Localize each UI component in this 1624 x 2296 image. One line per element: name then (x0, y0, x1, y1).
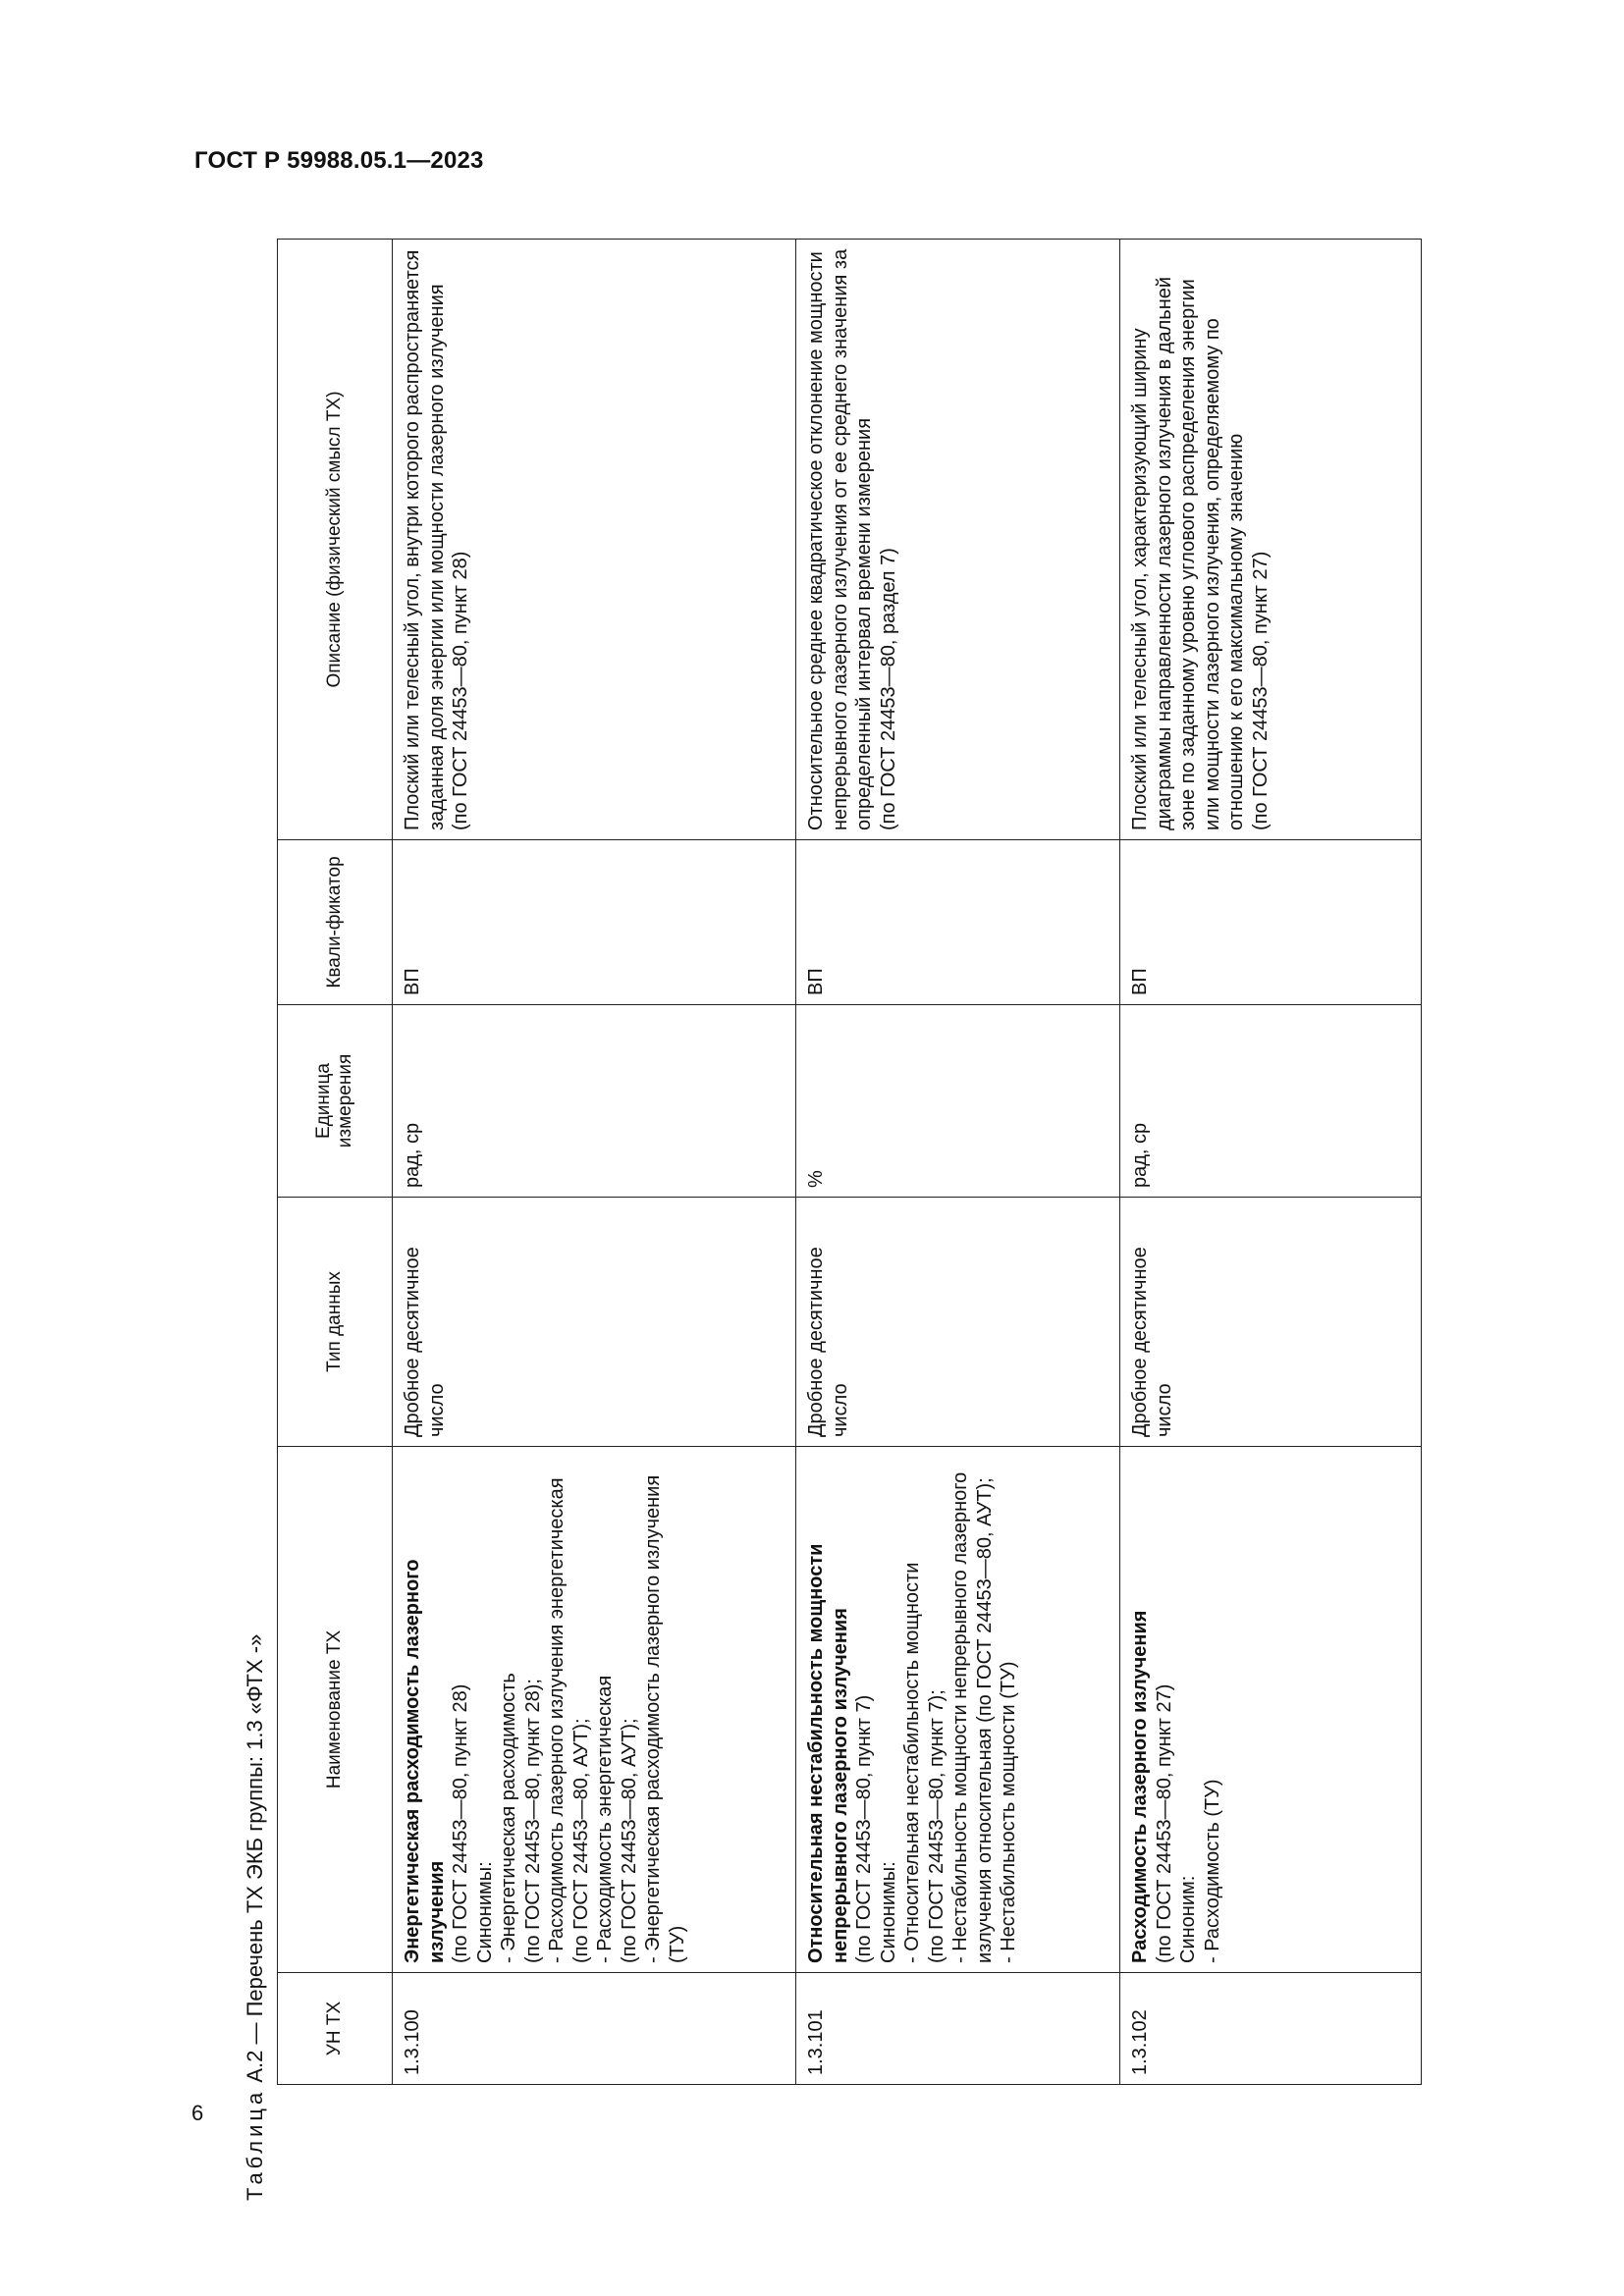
table-row (1120, 240, 1422, 2085)
cell-description (1120, 240, 1422, 840)
name-line: - Энергетическая расходимость лазерного излучения (ТУ) (642, 1474, 688, 1963)
landscape-content (234, 238, 1373, 2201)
name-line: - Нестабильность мощности непрерывного лазерного излучения относительная (по ГОСТ 24453—80, АУТ); (949, 1471, 996, 1963)
cell-id: 1.3.102 (1120, 1973, 1422, 2085)
page-number: 6 (191, 2101, 204, 2125)
cell-name (796, 1447, 1120, 1973)
description-text: Плоский или телесный угол, характеризующий ширину диаграммы направленности лазерного излучения в дальней зоне по заданному уровню углового распределения энергии или мощности лазерного излучения, определяемому по отношению к его максимальному значению (1129, 276, 1247, 830)
table-row (796, 240, 1120, 2085)
name-line: (по ГОСТ 24453—80, АУТ); (618, 1718, 640, 1963)
cell-data-type: Дробное десятичное число (796, 1198, 1120, 1447)
description-reference: (по ГОСТ 24453—80, пункт 27) (1249, 551, 1272, 830)
cell-unit: рад, ср (393, 1005, 796, 1198)
document-code: ГОСТ Р 59988.05.1—2023 (194, 147, 484, 174)
name-line: Синоним: (1177, 1875, 1199, 1963)
cell-description (393, 240, 796, 840)
table-caption-text: А.2 — Перечень ТХ ЭКБ группы: 1.3 «ФТХ -» (243, 1633, 267, 2089)
name-line: (по ГОСТ 24453—80, пункт 27) (1153, 1683, 1175, 1963)
table-header-row (278, 240, 393, 2085)
cell-qualifier: ВП (1120, 840, 1422, 1005)
cell-id: 1.3.101 (796, 1973, 1120, 2085)
rotated-table-area (234, 238, 1373, 2201)
table-caption-label: Таблица (243, 2088, 267, 2201)
name-line: - Расходимость лазерного излучения энергетическая (546, 1477, 568, 1963)
column-header-unit: Единица измерения (278, 1005, 393, 1198)
table-row (393, 240, 796, 2085)
name-line: Синонимы: (473, 1861, 496, 1963)
cell-name (1120, 1447, 1422, 1973)
description-text: Относительное среднее квадратическое отклонение мощности непрерывного лазерного излучения от ее среднего значения за определенный интервал времени измерения (805, 248, 875, 830)
cell-qualifier: ВП (393, 840, 796, 1005)
column-header-description: Описание (физический смысл ТХ) (278, 240, 393, 840)
cell-name (393, 1447, 796, 1973)
name-line: (по ГОСТ 24453—80, пункт 28) (450, 1683, 471, 1963)
description-reference: (по ГОСТ 24453—80, пункт 28) (450, 551, 471, 830)
name-line: (по ГОСТ 24453—80, пункт 28); (521, 1679, 544, 1963)
characteristic-title: Относительная нестабильность мощности непрерывного лазерного излучения (805, 1543, 851, 1963)
name-line: - Относительная нестабильность мощности (901, 1562, 923, 1963)
column-header-data-type: Тип данных (278, 1198, 393, 1447)
description-reference: (по ГОСТ 24453—80, раздел 7) (877, 548, 899, 830)
characteristic-title: Расходимость лазерного излучения (1129, 1610, 1151, 1963)
cell-unit: рад, ср (1120, 1005, 1422, 1198)
cell-id: 1.3.100 (393, 1973, 796, 2085)
name-line: Синонимы: (877, 1861, 899, 1963)
name-line: (по ГОСТ 24453—80, пункт 7); (925, 1689, 947, 1963)
cell-data-type: Дробное десятичное число (1120, 1198, 1422, 1447)
characteristics-table (277, 239, 1422, 2085)
column-header-name: Наименование ТХ (278, 1447, 393, 1973)
cell-description (796, 240, 1120, 840)
cell-unit: % (796, 1005, 1120, 1198)
column-header-qualifier: Квали-фикатор (278, 840, 393, 1005)
cell-data-type: Дробное десятичное число (393, 1198, 796, 1447)
name-line: - Расходимость (ТУ) (1201, 1779, 1223, 1963)
description-text: Плоский или телесный угол, внутри которого распространяется заданная доля энергии или мощности лазерного излучения (402, 249, 448, 830)
name-line: - Энергетическая расходимость (498, 1673, 519, 1963)
name-line: - Нестабильность мощности (ТУ) (998, 1661, 1019, 1963)
column-header-id: УН ТХ (278, 1973, 393, 2085)
cell-qualifier: ВП (796, 840, 1120, 1005)
name-line: - Расходимость энергетическая (594, 1675, 616, 1963)
name-line: (по ГОСТ 24453—80, АУТ); (569, 1718, 592, 1963)
characteristic-title: Энергетическая расходимость лазерного излучения (402, 1559, 448, 1963)
table-caption (234, 1634, 277, 2201)
name-line: (по ГОСТ 24453—80, пункт 7) (853, 1694, 875, 1963)
